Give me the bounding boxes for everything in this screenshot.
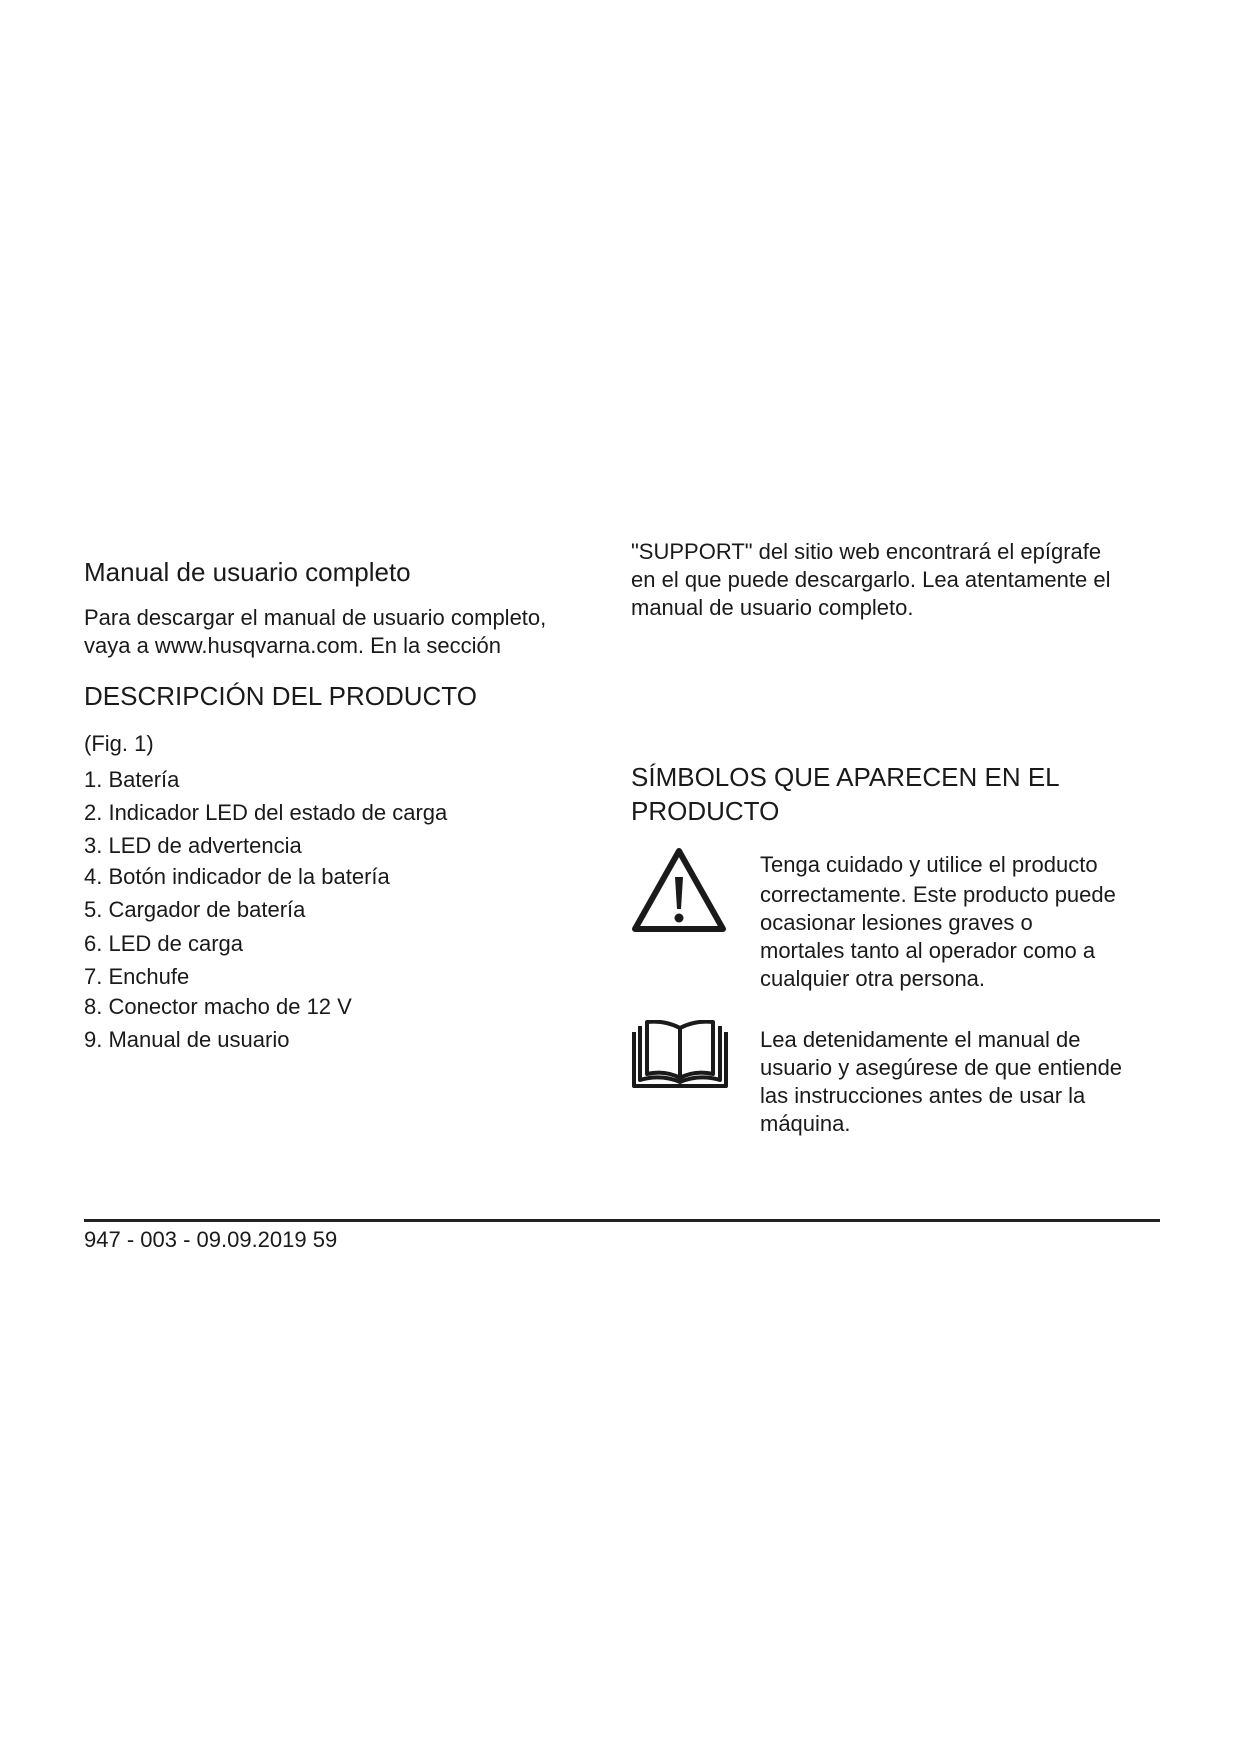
list-item: 7. Enchufe: [84, 964, 190, 989]
description-heading: DESCRIPCIÓN DEL PRODUCTO: [84, 681, 477, 711]
warning-text-line-4: mortales tanto al operador como a: [760, 938, 1096, 963]
document-reference: 947 - 003 - 09.09.2019: [84, 1227, 307, 1252]
warning-text-line-5: cualquier otra persona.: [760, 966, 986, 991]
book-text-line-4: máquina.: [760, 1111, 851, 1136]
list-item: 9. Manual de usuario: [84, 1027, 290, 1052]
warning-triangle-icon: [631, 847, 727, 933]
warning-text-line-1: Tenga cuidado y utilice el producto: [760, 852, 1098, 877]
list-item: 3. LED de advertencia: [84, 833, 302, 858]
manual-text-line-2: vaya a www.husqvarna.com. En la sección: [84, 633, 501, 658]
footer: [84, 1226, 337, 1254]
support-text-line-1: "SUPPORT" del sitio web encontrará el epígrafe: [631, 539, 1102, 564]
list-item: 8. Conector macho de 12 V: [84, 994, 352, 1019]
manual-heading: Manual de usuario completo: [84, 557, 411, 587]
open-book-icon: [631, 1020, 729, 1090]
fig-reference: (Fig. 1): [84, 731, 154, 756]
list-item: 4. Botón indicador de la batería: [84, 864, 390, 889]
book-text-line-3: las instrucciones antes de usar la: [760, 1083, 1086, 1108]
support-text-line-2: en el que puede descargarlo. Lea atentamente el: [631, 567, 1111, 592]
book-text-line-2: usuario y asegúrese de que entiende: [760, 1055, 1123, 1080]
list-item: 2. Indicador LED del estado de carga: [84, 800, 448, 825]
support-text-line-3: manual de usuario completo.: [631, 595, 914, 620]
symbols-heading-line-2: PRODUCTO: [631, 796, 780, 826]
warning-text-line-3: ocasionar lesiones graves o: [760, 910, 1033, 935]
footer-rule: [84, 1219, 1160, 1222]
page-number: 59: [312, 1227, 338, 1252]
component-list: [84, 0, 584, 1100]
symbols-heading-line-1: SÍMBOLOS QUE APARECEN EN EL: [631, 762, 1060, 792]
manual-text-line-1: Para descargar el manual de usuario completo,: [84, 605, 547, 630]
book-text-line-1: Lea detenidamente el manual de: [760, 1027, 1081, 1052]
warning-text-line-2: correctamente. Este producto puede: [760, 882, 1116, 907]
list-item: 1. Batería: [84, 767, 180, 792]
list-item: 6. LED de carga: [84, 931, 243, 956]
list-item: 5. Cargador de batería: [84, 897, 306, 922]
